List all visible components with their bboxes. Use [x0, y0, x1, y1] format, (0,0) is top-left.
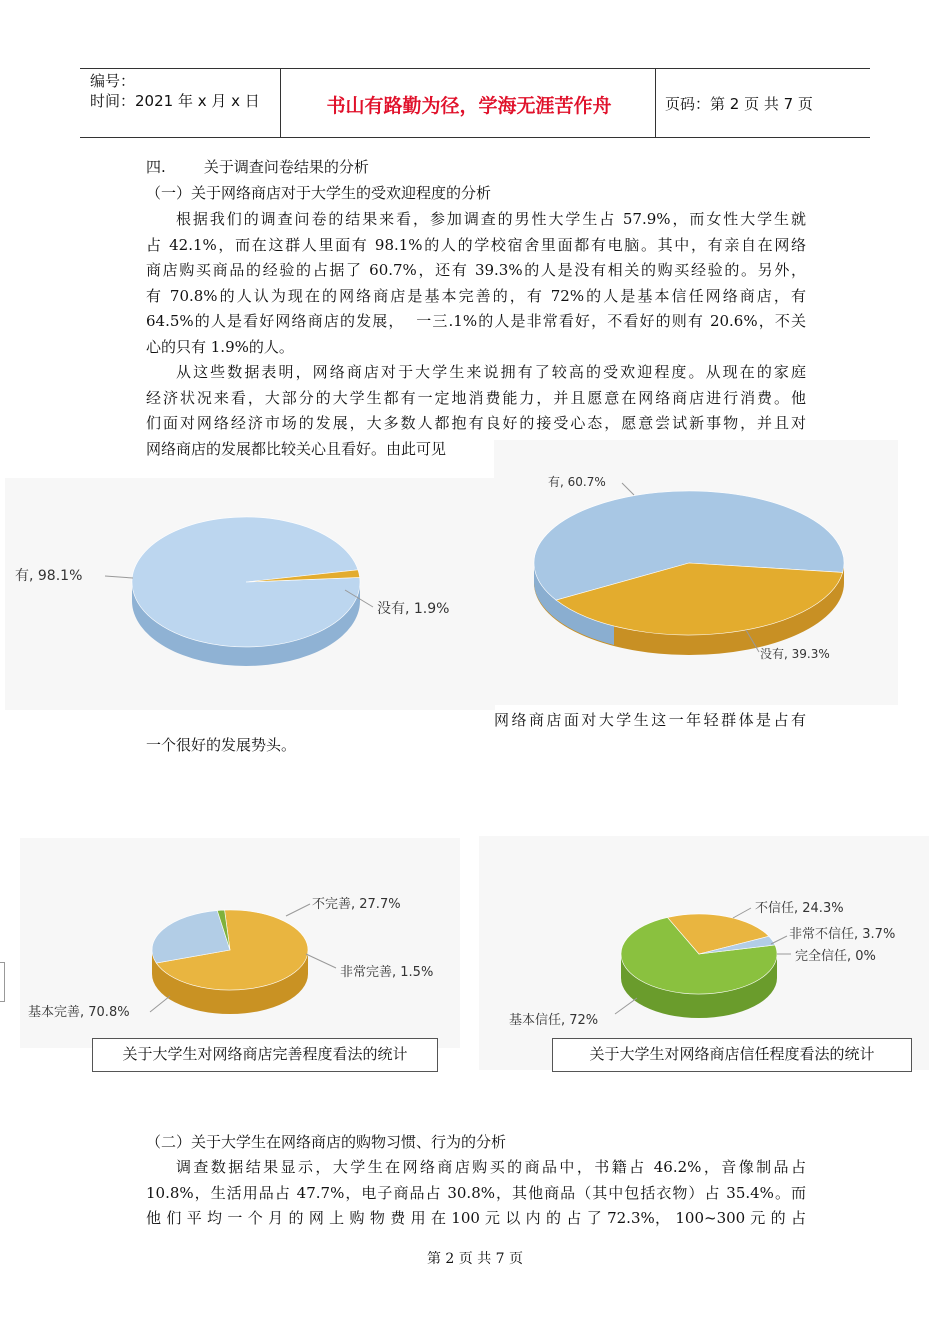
pie-chart-experience — [494, 440, 898, 705]
pie-chart-perfection-svg — [20, 838, 460, 1048]
paragraph-1 — [146, 207, 806, 360]
paragraph-line: 从这些数据表明，网络商店对于大学生来说拥有了较高的受欢迎程度。从现在的家庭 — [176, 363, 806, 381]
paragraph-2-tail: 网络商店面对大学生这一年轻群体是占有 — [494, 711, 806, 729]
header-page-number: 页码：第 2 页 共 7 页 — [665, 95, 813, 113]
label-leader-line — [771, 936, 787, 944]
paragraph-line: 占 42.1%，而在这群人里面有 98.1%的人的学校宿舍里面都有电脑。其中，有亲自在网络 — [146, 235, 806, 254]
document-date: 时间：2021 年 x 月 x 日 — [90, 92, 260, 110]
paragraph-line: 根据我们的调查问卷的结果来看，参加调查的男性大学生占 57.9%，而女性大学生就 — [176, 210, 806, 228]
paragraph-line: 们面对网络经济市场的发展，大多数人都抱有良好的接受心态，愿意尝试新事物，并且对 — [146, 414, 806, 432]
label-leader-line — [286, 904, 310, 916]
document-number-label: 编号： — [90, 72, 136, 90]
subsection-heading-1: （一）关于网络商店对于大学生的受欢迎程度的分析 — [146, 184, 492, 202]
paragraph-line: 有 70.8%的人认为现在的网络商店是基本完善的，有 72%的人是基本信任网络商店，有 — [146, 286, 806, 305]
header-divider — [280, 69, 281, 137]
subsection-heading-2: （二）关于大学生在网络商店的购物习惯、行为的分析 — [146, 1133, 507, 1151]
pie-label-yes: 有, 98.1% — [15, 568, 83, 584]
pie-label-basic-trust: 基本信任, 72% — [509, 1013, 599, 1028]
pie-chart-experience-svg — [494, 440, 898, 705]
pie-label-very-distrust: 非常不信任, 3.7% — [789, 927, 896, 942]
pie-chart-trust — [479, 836, 929, 1070]
pie-label-no: 没有, 1.9% — [377, 601, 450, 617]
pie-chart-computer — [5, 478, 495, 710]
label-leader-line — [105, 576, 133, 578]
pie-chart-perfection — [20, 838, 460, 1048]
pie-label-yes: 有, 60.7% — [548, 475, 606, 489]
paragraph-line: 商店购买商品的经验的占据了 60.7%，还有 39.3%的人是没有相关的购买经验的。另外， — [146, 261, 806, 279]
paragraph-line: 调查数据结果显示，大学生在网络商店购买的商品中，书籍占 46.2%，音像制品占 — [176, 1158, 806, 1176]
pie-label-very-perfect: 非常完善, 1.5% — [340, 965, 434, 980]
pie-label-basically-perfect: 基本完善, 70.8% — [28, 1005, 130, 1020]
label-leader-line — [622, 483, 634, 495]
label-leader-line — [733, 908, 751, 918]
pie-label-no: 没有, 39.3% — [760, 647, 830, 661]
header-motto: 书山有路勤为径，学海无涯苦作舟 — [326, 95, 612, 117]
page-footer: 第 2 页 共 7 页 — [426, 1251, 524, 1267]
paragraph-line: 他 们 平 均 一 个 月 的 网 上 购 物 费 用 在 100 元 以 内 的 占 了 72.3%， 100~300 元 的 占 — [146, 1209, 806, 1227]
pie-chart-trust-svg — [479, 836, 929, 1070]
paragraph-line: 经济状况来看，大部分的大学生都有一定地消费能力，并且愿意在网络商店进行消费。他 — [146, 388, 806, 407]
pie-label-distrust: 不信任, 24.3% — [755, 901, 844, 916]
section-heading: 四. 关于调查问卷结果的分析 — [146, 158, 369, 176]
pie-chart-computer-svg — [5, 478, 495, 710]
pie-label-not-perfect: 不完善, 27.7% — [312, 897, 401, 912]
paragraph-line: 网络商店的发展都比较关心且看好。由此可见 — [146, 439, 447, 458]
label-leader-line — [150, 996, 170, 1012]
paragraph-2-end: 一个很好的发展势头。 — [146, 736, 297, 754]
page-header — [80, 68, 870, 138]
page-edge-marker — [0, 962, 5, 1002]
paragraph-line: 10.8%，生活用品占 47.7%，电子商品占 30.8%，其他商品（其中包括衣物）占 35.4%。而 — [146, 1183, 806, 1202]
chart-caption-trust: 关于大学生对网络商店信任程度看法的统计 — [552, 1038, 912, 1072]
pie-label-full-trust: 完全信任, 0% — [795, 949, 876, 964]
paragraph-3 — [146, 1155, 806, 1232]
label-leader-line — [306, 954, 336, 968]
paragraph-line: 心的只有 1.9%的人。 — [146, 337, 294, 356]
chart-caption-perfection: 关于大学生对网络商店完善程度看法的统计 — [92, 1038, 438, 1072]
paragraph-line: 64.5%的人是看好网络商店的发展， 一三.1%的人是非常看好，不看好的则有 20.6%，不关 — [146, 312, 806, 330]
label-leader-line — [615, 998, 637, 1014]
header-divider — [655, 69, 656, 137]
header-meta — [90, 71, 260, 111]
